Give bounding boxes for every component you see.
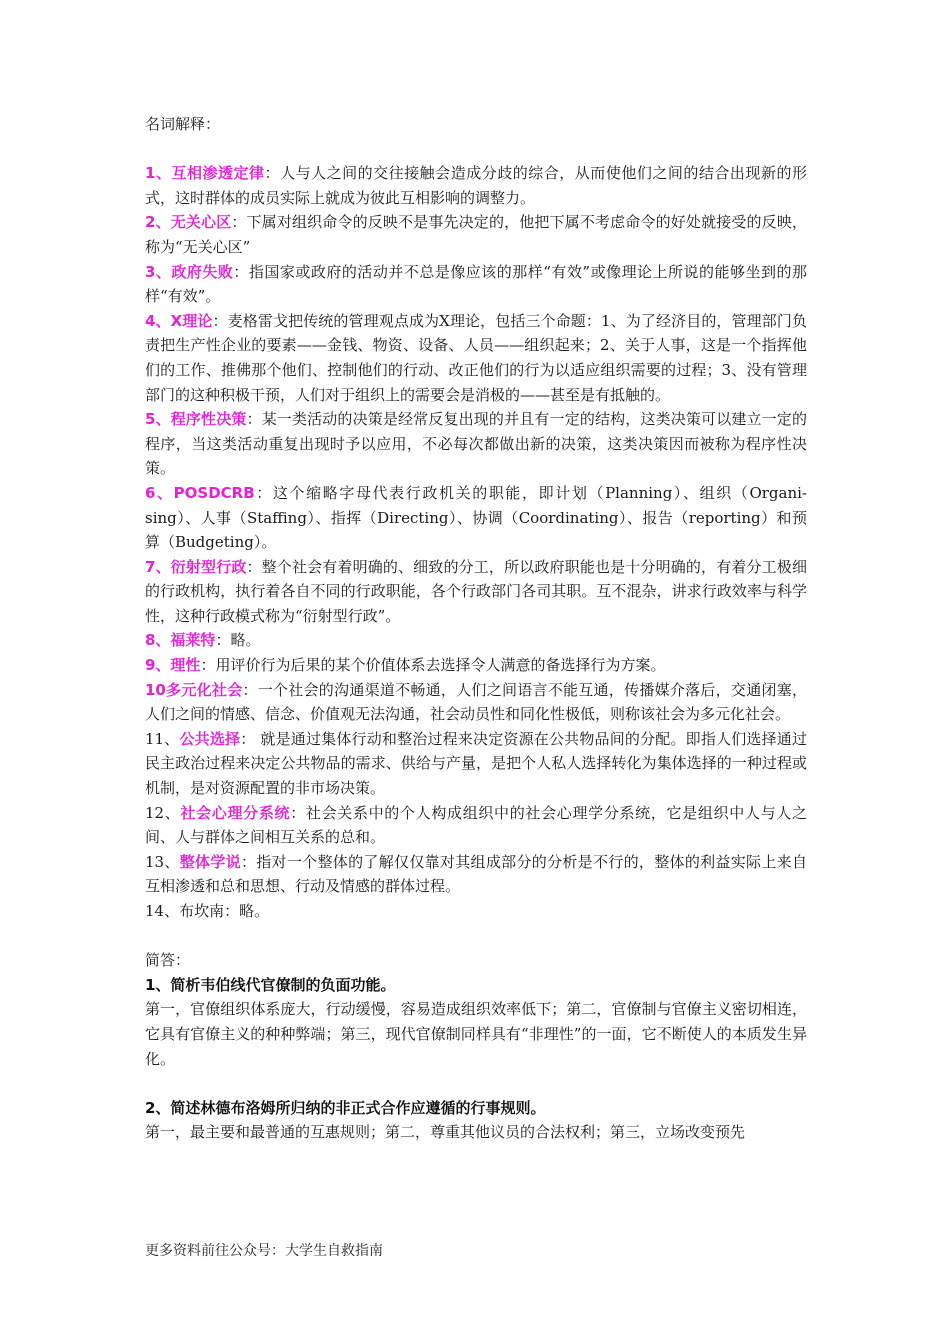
definition-term: 公共选择 xyxy=(179,729,241,748)
definition-text: 指对一个整体的了解仅仅靠对其组成部分的分析是不行的，整体的利益实际上来自互相渗透和总和思想、行动及情感的群体过程。 xyxy=(145,852,807,896)
definition-item xyxy=(145,481,807,555)
document-page xyxy=(145,112,807,1145)
question-title: 1、简析韦伯线代官僚制的负面功能。 xyxy=(145,975,396,994)
definition-item xyxy=(145,850,807,899)
definition-separator: ： xyxy=(254,483,273,502)
definition-term: 4、X理论 xyxy=(145,311,213,330)
definition-text: 人与人之间的交往接触会造成分歧的综合，从而使他们之间的结合出现新的形式，这时群体的成员实际上就成为彼此互相影响的调整力。 xyxy=(145,164,807,207)
spacer xyxy=(145,137,807,162)
definition-item xyxy=(145,210,807,259)
spacer xyxy=(145,1071,807,1096)
definition-separator: ： xyxy=(240,852,257,871)
section-heading-definitions: 名词解释： xyxy=(145,115,221,133)
footer-note: 更多资料前往公众号：大学生自救指南 xyxy=(145,1243,383,1259)
definition-term: 6、POSDCRB xyxy=(145,483,255,502)
definition-term: 3、政府失败 xyxy=(145,262,234,281)
definition-prefix: 14、布坎南：略。 xyxy=(145,902,270,920)
definition-term: 整体学说 xyxy=(179,852,241,871)
definition-term: 7、衍射型行政 xyxy=(145,557,247,576)
definition-separator: ： xyxy=(242,680,258,699)
definition-prefix: 11、 xyxy=(145,729,180,748)
definition-text: 指国家或政府的活动并不总是像应该的那样“有效”或像理论上所说的能够坐到的那样“有效”。 xyxy=(145,262,807,306)
definition-item xyxy=(145,653,807,678)
definition-item xyxy=(145,727,807,801)
definition-text: 一个社会的沟通渠道不畅通，人们之间语言不能互通，传播媒介落后，交通闭塞，人们之间的情感、信念、价值观无法沟通，社会动员性和同化性极低，则称该社会为多元化社会。 xyxy=(145,680,807,724)
definition-text: 整个社会有着明确的、细致的分工，所以政府职能也是十分明确的，有着分工极细的行政机构，执行着各自不同的行政职能，各个行政部门各司其职。互不混杂，讲求行政效率与科学性，这种行政模式称为“衍射型行政”。 xyxy=(145,557,807,625)
definition-prefix: 12、 xyxy=(145,803,181,822)
question-title: 2、简述林德布洛姆所归纳的非正式合作应遵循的行事规则。 xyxy=(145,1098,546,1117)
definition-item xyxy=(145,899,807,924)
definition-text: 就是通过集体行动和整治过程来决定资源在公共物品间的分配。即指人们选择通过民主政治过程来决定公共物品的需求、供给与产量，是把个人私人选择转化为集体选择的一种过程或机制，是对资源配置的非市场决策。 xyxy=(145,729,807,798)
section-heading-short-answer: 简答： xyxy=(145,951,191,970)
definition-prefix: 13、 xyxy=(145,852,180,871)
definition-text: 用评价行为后果的某个价值体系去选择令人满意的备选择行为方案。 xyxy=(215,656,666,675)
definition-text: 略。 xyxy=(230,631,261,650)
definition-separator: ： xyxy=(290,803,306,822)
definition-item xyxy=(145,801,807,850)
definition-separator: ： xyxy=(215,631,231,650)
definition-text: 下属对组织命令的反映不是事先决定的，他把下属不考虑命令的好处就接受的反映，称为“无关心区” xyxy=(145,213,807,256)
definition-item xyxy=(145,309,807,407)
spacer xyxy=(145,924,807,949)
question-answer: 第一，官僚组织体系庞大，行动缓慢，容易造成组织效率低下；第二，官僚制与官僚主义密切相连，它具有官僚主义的种种弊端；第三，现代官僚制同样具有“非理性”的一面，它不断使人的本质发生异化。 xyxy=(145,1000,807,1068)
definition-item xyxy=(145,628,807,653)
definition-separator: ： xyxy=(240,729,256,748)
definition-separator: ： xyxy=(233,262,249,281)
definition-term: 2、无关心区 xyxy=(145,213,232,232)
definition-item xyxy=(145,407,807,481)
definition-term: 1、互相渗透定律 xyxy=(145,164,265,183)
definition-term: 8、福莱特 xyxy=(145,631,216,650)
definition-text: 社会关系中的个人构成组织中的社会心理学分系统，它是组织中人与人之间、人与群体之间相互关系的总和。 xyxy=(145,803,807,847)
definition-text: 这个缩略字母代表行政机关的职能，即计划（Planning）、组织（Organi-sing）、人事（Staffing）、指挥（Directing）、协调（Coordinating）、报告（reporting）和预算（Budgeting）。 xyxy=(145,483,807,552)
definition-item xyxy=(145,555,807,629)
definition-term: 5、程序性决策 xyxy=(145,410,247,429)
definition-term: 10多元化社会 xyxy=(145,680,243,699)
definition-item xyxy=(145,260,807,309)
definition-text: 麦格雷戈把传统的管理观点成为X理论，包括三个命题：1、为了经济目的，管理部门负责把生产性企业的要素——金钱、物资、设备、人员——组织起来；2、关于人事，这是一个指挥他们的工作、推佛那个他们、控制他们的行动、改正他们的行为以适应组织需要的过程；3、没有管理部门的这种积极干预，人们对于组织上的需要会是消极的——甚至是有抵触的。 xyxy=(145,311,807,404)
definition-term: 社会心理分系统 xyxy=(180,803,291,822)
definition-item xyxy=(145,161,807,210)
definitions-list xyxy=(145,161,807,923)
definition-separator: ： xyxy=(200,656,216,675)
definition-separator: ： xyxy=(212,311,228,330)
definition-separator: ： xyxy=(264,164,281,183)
definition-separator: ： xyxy=(246,410,262,429)
definition-separator: ： xyxy=(231,213,247,232)
definition-item xyxy=(145,678,807,727)
definition-separator: ： xyxy=(246,557,262,576)
definition-term: 9、理性 xyxy=(145,656,201,675)
definition-text: 某一类活动的决策是经常反复出现的并且有一定的结构，这类决策可以建立一定的程序，当这类活动重复出现时予以应用，不必每次都做出新的决策，这类决策因而被称为程序性决策。 xyxy=(145,410,807,478)
question-answer: 第一，最主要和最普通的互惠规则；第二，尊重其他议员的合法权利；第三，立场改变预先 xyxy=(145,1123,746,1142)
